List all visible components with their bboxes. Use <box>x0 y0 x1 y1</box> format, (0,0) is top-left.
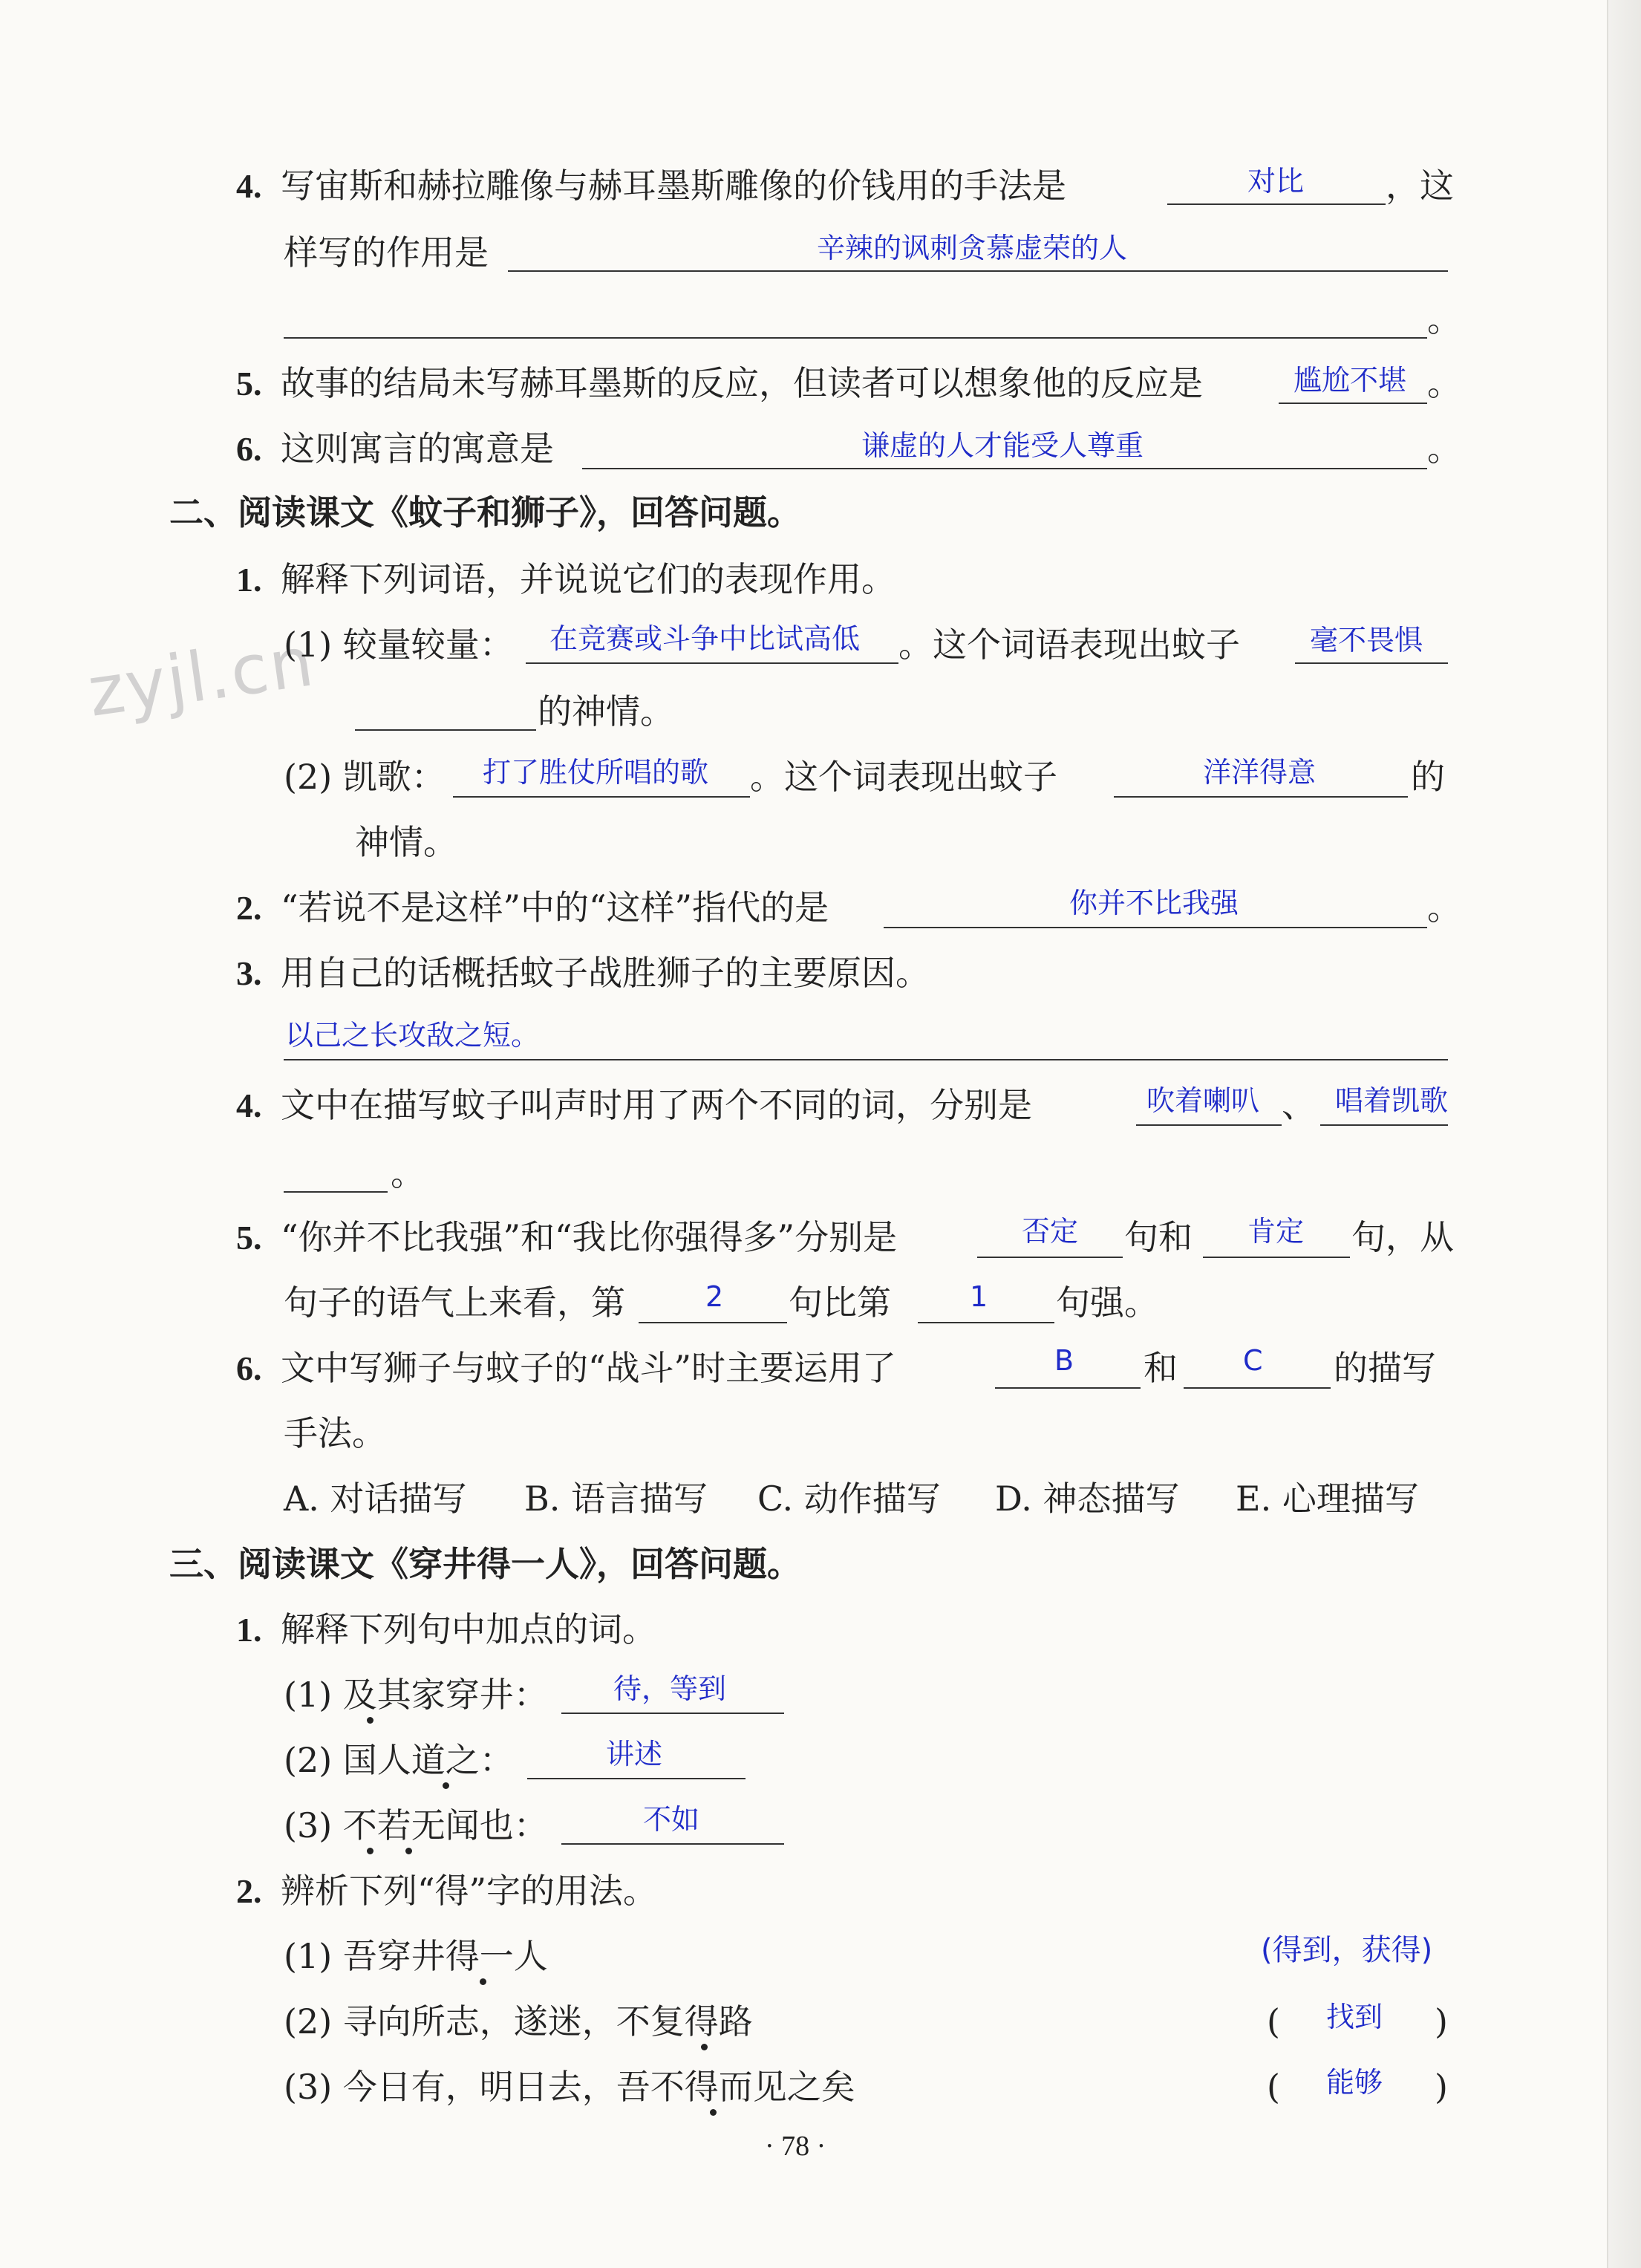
page-edge <box>1607 0 1641 2268</box>
s1-q4-answer2: 辛辣的讽刺贪慕虚荣的人 <box>817 232 1128 264</box>
s1-q4-comma: ，这 <box>1386 166 1454 206</box>
s2-q1-1-end: 的神情。 <box>538 691 674 731</box>
s2-q1-1-blank1 <box>526 661 898 664</box>
s2-q4-blank3 <box>284 1190 388 1193</box>
s2-q6-option-a: A. 对话描写 <box>284 1479 467 1519</box>
s3-q1-1: (1) 及其家穿井： <box>284 1675 548 1715</box>
s2-q1-1-blank2 <box>1295 661 1448 664</box>
s2-q5-answer4: 1 <box>970 1280 988 1313</box>
s2-q4-blank1 <box>1136 1123 1282 1126</box>
s2-q5-blank4 <box>918 1320 1054 1323</box>
s1-q4-blank1 <box>1167 202 1386 205</box>
s2-q3-answer: 以己之长攻敌之短。 <box>285 1019 540 1052</box>
s3-q1-2: (2) 国人道之： <box>284 1740 514 1780</box>
s3-q2-3-paren-close: ) <box>1435 2067 1448 2107</box>
watermark: zyjl.cn <box>83 622 319 732</box>
s2-q6-option-d: D. 神态描写 <box>995 1479 1180 1519</box>
s2-q1-2-blank2 <box>1114 795 1408 798</box>
s2-q1-2-text: 。这个词表现出蚊子 <box>750 757 1057 797</box>
s2-q4-answer2: 唱着凯歌 <box>1335 1084 1449 1117</box>
s2-q4-sep: 、 <box>1282 1085 1316 1125</box>
s1-q6-answer: 谦虚的人才能受人尊重 <box>861 429 1144 462</box>
s3-q2-3-answer: 能够 <box>1326 2066 1383 2099</box>
s3-q1-2-blank <box>527 1776 746 1779</box>
s1-q4-line1: 4. 写宙斯和赫拉雕像与赫耳墨斯雕像的价钱用的手法是 <box>236 166 1066 206</box>
s2-q1-2-end: 神情。 <box>355 822 457 862</box>
s3-q2-2-answer: 找到 <box>1326 2001 1383 2033</box>
s2-q1: 1. 解释下列词语，并说说它们的表现作用。 <box>236 559 895 599</box>
s2-q5-bidi: 句比第 <box>789 1283 891 1323</box>
emphasis-dot <box>701 2044 708 2050</box>
page-number: · 78 · <box>765 2131 826 2162</box>
s1-q4-blank3 <box>284 336 1427 339</box>
emphasis-dot <box>367 1848 373 1854</box>
s2-q2: 2. “若说不是这样”中的“这样”指代的是 <box>236 887 829 928</box>
s2-q6-line1: 6. 文中写狮子与蚊子的“战斗”时主要运用了 <box>236 1348 897 1388</box>
s2-q1-2-answer2: 洋洋得意 <box>1203 756 1317 789</box>
s2-q5-blank3 <box>639 1320 787 1323</box>
s2-q3: 3. 用自己的话概括蚊子战胜狮子的主要原因。 <box>236 953 930 993</box>
s2-q1-1-answer1: 在竞赛或斗争中比试高低 <box>549 622 861 655</box>
s3-q2-3: (3) 今日有，明日去，吾不得而见之矣 <box>284 2067 855 2107</box>
s2-q6-option-e: E. 心理描写 <box>1236 1479 1419 1519</box>
s1-q6: 6. 这则寓言的寓意是 <box>236 428 554 469</box>
s2-q5-cong: 句，从 <box>1351 1217 1454 1257</box>
s2-q5-end: 句强。 <box>1056 1283 1158 1323</box>
s2-q2-blank <box>884 925 1427 928</box>
s2-q4: 4. 文中在描写蚊子叫声时用了两个不同的词，分别是 <box>236 1085 1032 1125</box>
s1-q4-answer1: 对比 <box>1247 165 1305 198</box>
s2-q6-line2: 手法。 <box>284 1413 386 1453</box>
s1-q4-blank2 <box>508 269 1448 272</box>
s2-q5-he: 句和 <box>1124 1217 1193 1257</box>
s1-q4-period: 。 <box>1427 299 1461 339</box>
s2-q1-1-term: (1) 较量较量： <box>284 625 514 665</box>
s2-q6-miaoxie: 的描写 <box>1334 1348 1436 1388</box>
s3-q2-1-answer: (得到，获得) <box>1261 1933 1433 1967</box>
s2-q4-period: 。 <box>391 1153 425 1193</box>
s3-q1-3-blank <box>561 1842 784 1845</box>
s2-q5-line2: 句子的语气上来看，第 <box>284 1283 625 1323</box>
s2-q1-1-answer2: 毫不畏惧 <box>1310 624 1423 656</box>
emphasis-dot <box>443 1782 449 1789</box>
emphasis-dot <box>480 1978 486 1985</box>
s2-q6-blank1 <box>995 1386 1141 1389</box>
s2-q5-answer2: 肯定 <box>1247 1215 1305 1248</box>
s2-q4-answer1: 吹着喇叭 <box>1146 1084 1260 1117</box>
s2-q2-answer: 你并不比我强 <box>1069 887 1239 919</box>
section-3-title: 三、阅读课文《穿井得一人》，回答问题。 <box>169 1544 801 1584</box>
emphasis-dot <box>367 1717 373 1724</box>
emphasis-dot <box>710 2109 717 2116</box>
s2-q3-blank <box>284 1058 1448 1060</box>
s1-q5: 5. 故事的结局未写赫耳墨斯的反应，但读者可以想象他的反应是 <box>236 363 1203 403</box>
s2-q1-1-text: 。这个词语表现出蚊子 <box>898 625 1240 665</box>
s2-q5-blank1 <box>977 1255 1123 1258</box>
s2-q5-answer3: 2 <box>705 1280 724 1313</box>
s2-q1-2-answer1: 打了胜仗所唱的歌 <box>483 756 709 789</box>
emphasis-dot <box>405 1848 412 1854</box>
s2-q5-answer1: 否定 <box>1022 1215 1079 1248</box>
section-2-title: 二、阅读课文《蚊子和狮子》，回答问题。 <box>169 492 801 532</box>
s1-q5-period: 。 <box>1427 363 1461 403</box>
s1-q5-answer: 尴尬不堪 <box>1293 364 1407 397</box>
s3-q1: 1. 解释下列句中加点的词。 <box>236 1609 656 1649</box>
s3-q1-1-answer: 待，等到 <box>613 1672 727 1705</box>
s3-q2-2-paren-open: ( <box>1267 2001 1280 2041</box>
s2-q2-period: 。 <box>1427 887 1461 928</box>
s2-q6-he: 和 <box>1144 1348 1178 1388</box>
s2-q6-option-b: B. 语言描写 <box>524 1479 708 1519</box>
s2-q1-1-blank3 <box>355 728 536 731</box>
s2-q1-2-de: 的 <box>1411 757 1445 797</box>
s1-q5-blank <box>1279 401 1427 404</box>
s2-q6-option-c: C. 动作描写 <box>757 1479 941 1519</box>
s3-q1-2-answer: 讲述 <box>606 1738 663 1770</box>
s3-q1-3: (3) 不若无闻也： <box>284 1805 548 1845</box>
s3-q2: 2. 辨析下列“得”字的用法。 <box>236 1871 658 1911</box>
s3-q2-2: (2) 寻向所志，遂迷，不复得路 <box>284 2001 753 2041</box>
s1-q6-period: 。 <box>1427 428 1461 469</box>
s2-q6-answer1: B <box>1054 1344 1074 1377</box>
s2-q6-blank2 <box>1184 1386 1331 1389</box>
s3-q2-3-paren-open: ( <box>1267 2067 1280 2107</box>
s1-q6-blank <box>582 466 1427 469</box>
s2-q1-2-term: (2) 凯歌： <box>284 757 446 797</box>
s2-q5-line1: 5. “你并不比我强”和“我比你强得多”分别是 <box>236 1217 898 1257</box>
s2-q4-blank2 <box>1320 1123 1448 1126</box>
s3-q1-1-blank <box>561 1711 784 1714</box>
s3-q2-2-paren-close: ) <box>1435 2001 1448 2041</box>
s2-q5-blank2 <box>1203 1255 1350 1258</box>
s3-q1-3-answer: 不如 <box>643 1803 700 1836</box>
s1-q4-line2: 样写的作用是 <box>284 232 489 273</box>
s2-q6-answer2: C <box>1243 1344 1263 1377</box>
s2-q1-2-blank1 <box>453 795 750 798</box>
s3-q2-1: (1) 吾穿井得一人 <box>284 1936 548 1976</box>
